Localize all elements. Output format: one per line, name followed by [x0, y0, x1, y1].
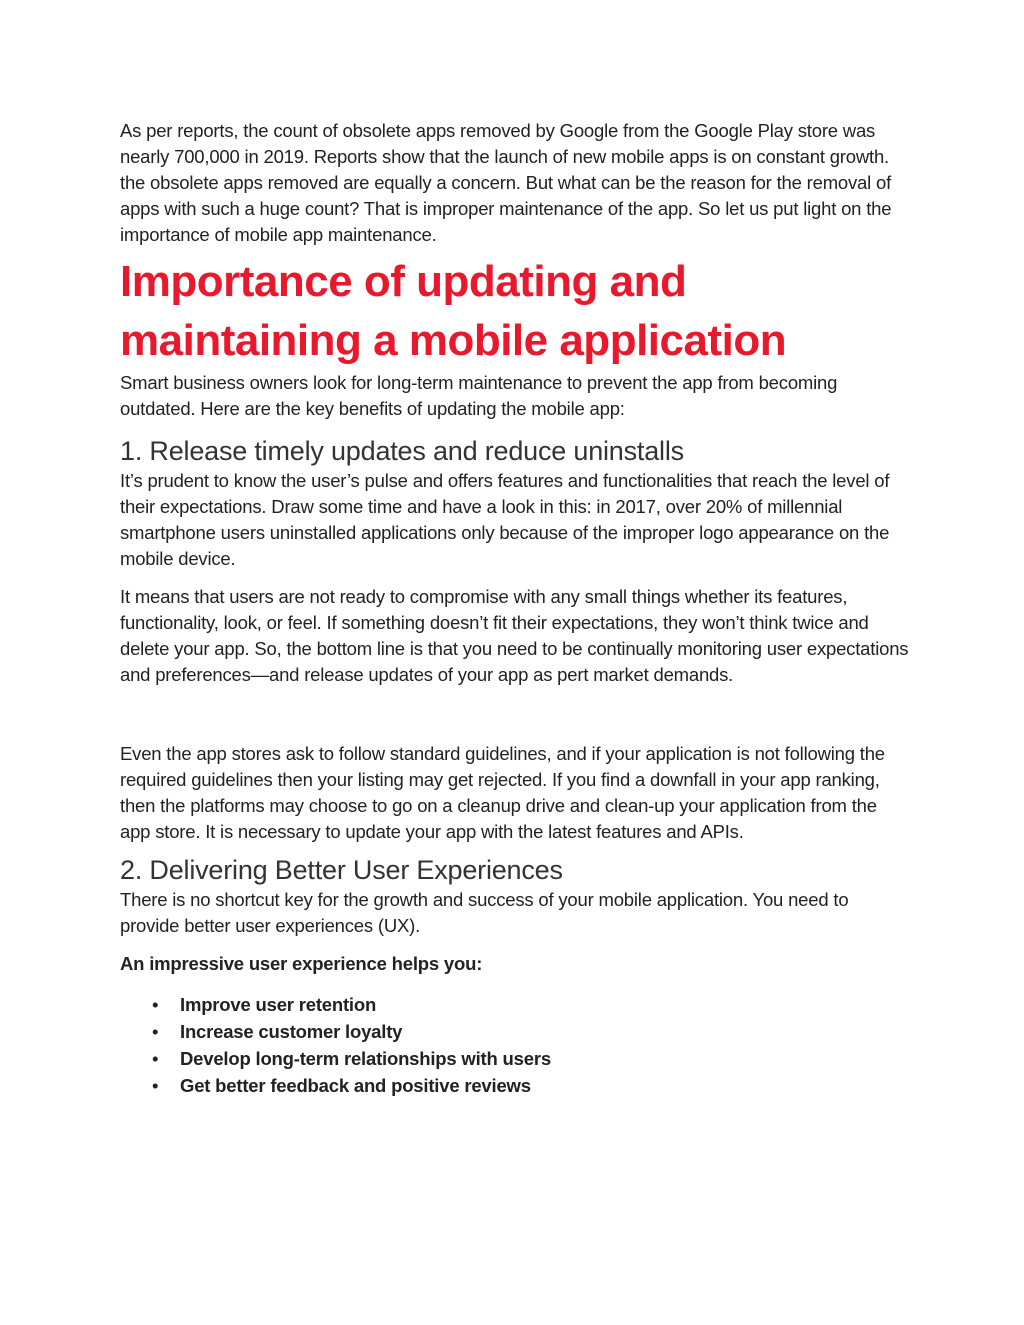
- list-intro: An impressive user experience helps you:: [120, 953, 483, 974]
- document-page: [120, 118, 910, 1099]
- heading-lead-paragraph: Smart business owners look for long-term maintenance to prevent the app from becoming outdated. Here are the key benefits of updating the mobile app:: [120, 372, 838, 419]
- section-2-paragraph-1: There is no shortcut key for the growth and success of your mobile application. You need to provide better user experiences (UX).: [120, 889, 849, 936]
- list-item: [152, 1018, 910, 1045]
- section-1-heading: 1. Release timely updates and reduce uninstalls: [120, 436, 684, 466]
- benefits-list: [120, 991, 910, 1099]
- bullet-icon: •: [152, 1048, 159, 1069]
- list-item: [152, 1045, 910, 1072]
- list-item: [152, 991, 910, 1018]
- intro-paragraph: As per reports, the count of obsolete apps removed by Google from the Google Play store was nearly 700,000 in 2019. Reports show that the launch of new mobile apps is on constant growth. the obsolete apps removed are equally a concern. But what can be the reason for the removal of apps with such a huge count? That is improper maintenance of the app. So let us put light on the importance of mobile app maintenance.: [120, 120, 892, 245]
- section-1-paragraph-3: Even the app stores ask to follow standard guidelines, and if your application is not following the required guidelines then your listing may get rejected. If you find a downfall in your app ranking, then the platforms may choose to go on a cleanup drive and clean-up your application from the app store. It is necessary to update your app with the latest features and APIs.: [120, 743, 885, 842]
- bullet-icon: •: [152, 1021, 159, 1042]
- main-heading: Importance of updating and maintaining a mobile application: [120, 257, 787, 365]
- list-item-text: Improve user retention: [180, 994, 377, 1015]
- list-item-text: Increase customer loyalty: [180, 1021, 403, 1042]
- bullet-icon: •: [152, 1075, 159, 1096]
- section-1-paragraph-2: It means that users are not ready to compromise with any small things whether its features, functionality, look, or feel. If something doesn’t fit their expectations, they won’t think twice and delete your app. So, the bottom line is that you need to be continually monitoring user expectations and preferences—and release updates of your app as pert market demands.: [120, 586, 909, 685]
- bullet-icon: •: [152, 994, 159, 1015]
- section-2-heading: 2. Delivering Better User Experiences: [120, 855, 563, 885]
- list-item-text: Get better feedback and positive reviews: [180, 1075, 531, 1096]
- section-1-paragraph-1: It’s prudent to know the user’s pulse and offers features and functionalities that reach the level of their expectations. Draw some time and have a look in this: in 2017, over 20% of millennial smartphone users uninstalled applications only because of the improper logo appearance on the mobile device.: [120, 470, 890, 569]
- list-item: [152, 1072, 910, 1099]
- list-item-text: Develop long-term relationships with users: [180, 1048, 551, 1069]
